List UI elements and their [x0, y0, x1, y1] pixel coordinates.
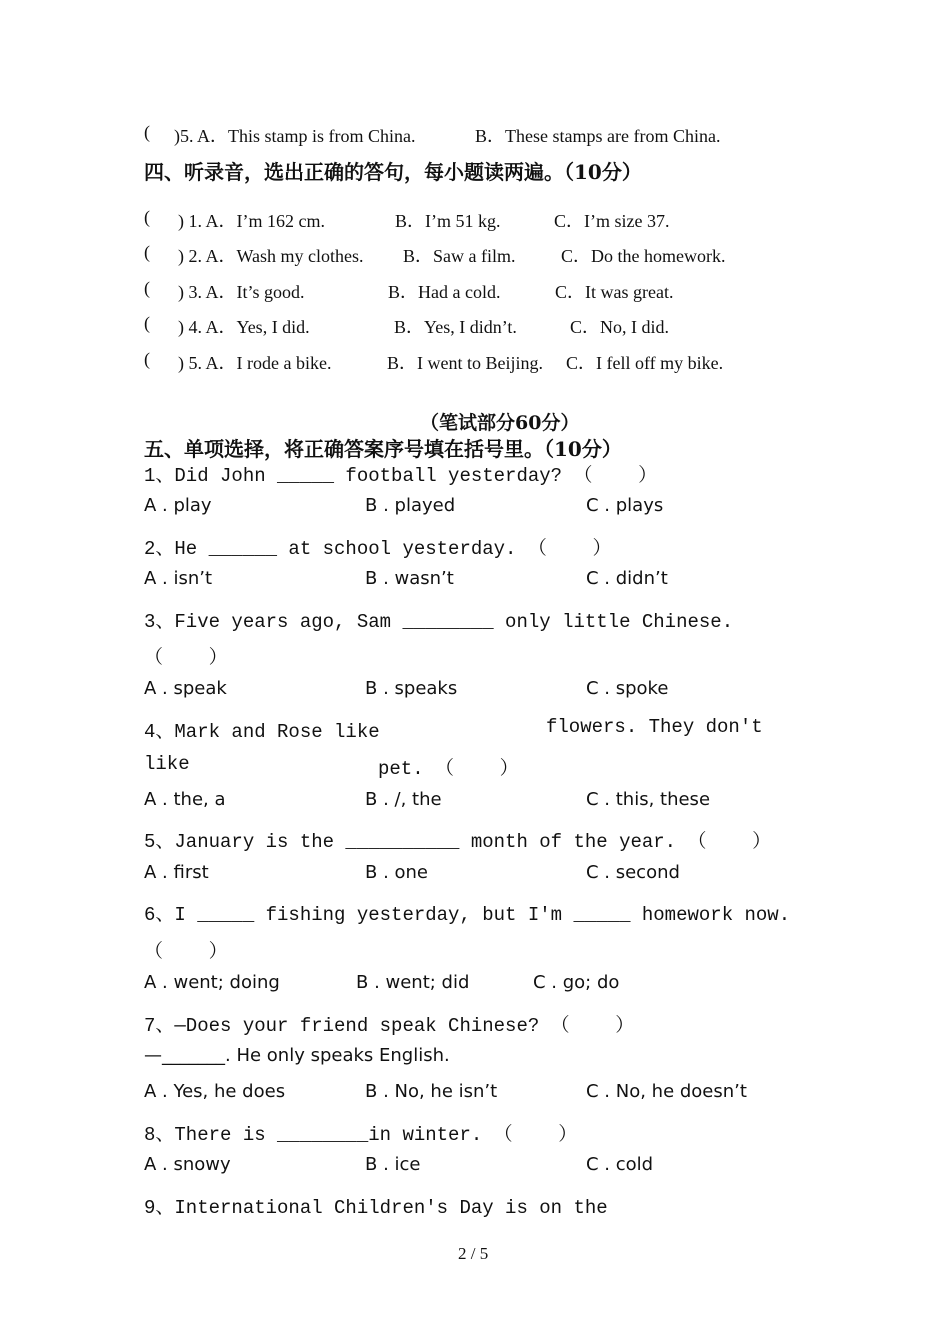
- s5-q4-option-a: A . the, a: [144, 789, 226, 810]
- s4-q5-paren: (: [144, 349, 150, 369]
- s5-q4-text-part4: pet. （ ）: [378, 758, 519, 780]
- s4-q5-option-a: ) 5. A．I rode a bike.: [178, 353, 332, 373]
- s5-q6-option-a: A . went; doing: [144, 972, 280, 993]
- s4-q5-option-c: C．I fell off my bike.: [566, 353, 724, 373]
- s5-q2-option-c: C . didn’t: [586, 568, 668, 589]
- s4-q4-paren: (: [144, 313, 150, 333]
- q-top-option-b: B．These stamps are from China.: [475, 126, 721, 146]
- s4-q3-option-b: B．Had a cold.: [388, 282, 501, 302]
- s5-q6-answer-blank: （ ）: [144, 941, 228, 963]
- s5-q7-option-b: B . No, he isn’t: [365, 1081, 498, 1102]
- s5-q7-text: 7、—Does your friend speak Chinese? （ ）: [144, 1015, 635, 1037]
- section5-title: 五、单项选择，将正确答案序号填在括号里。（10分）: [144, 437, 622, 461]
- s5-q3-text: 3、Five years ago, Sam ________ only little Chinese.: [144, 611, 734, 633]
- s5-q3-option-b: B . speaks: [365, 678, 458, 699]
- s5-q4-option-c: C . this, these: [586, 789, 711, 810]
- s4-q1-paren: (: [144, 207, 150, 227]
- s5-q2-option-a: A . isn’t: [144, 568, 213, 589]
- s5-q5-option-c: C . second: [586, 862, 680, 883]
- s5-q3-answer-blank: （ ）: [144, 647, 228, 669]
- s5-q4-text-part2: flowers. They don't: [546, 716, 763, 738]
- s4-q2-paren: (: [144, 242, 150, 262]
- s4-q4-option-c: C．No, I did.: [570, 317, 669, 337]
- s4-q3-option-c: C．It was great.: [555, 282, 674, 302]
- s4-q1-option-c: C．I’m size 37.: [554, 211, 670, 231]
- s5-q2-option-b: B . wasn’t: [365, 568, 454, 589]
- s5-q9-text: 9、International Children's Day is on the: [144, 1197, 608, 1219]
- s5-q4-text-part3: like: [144, 753, 190, 775]
- s5-q5-option-b: B . one: [365, 862, 429, 883]
- s4-q3-option-a: ) 3. A．It’s good.: [178, 282, 305, 302]
- s4-q5-option-b: B．I went to Beijing.: [387, 353, 543, 373]
- s5-q5-text: 5、January is the __________ month of the year. （ ）: [144, 831, 772, 853]
- section4-title: 四、听录音，选出正确的答句，每小题读两遍。（10分）: [144, 160, 642, 184]
- s4-q4-option-a: ) 4. A．Yes, I did.: [178, 317, 310, 337]
- s5-q6-option-b: B . went; did: [356, 972, 470, 993]
- s4-q4-option-b: B．Yes, I didn’t.: [394, 317, 517, 337]
- s5-q1-option-b: B . played: [365, 495, 456, 516]
- s5-q4-option-b: B . /, the: [365, 789, 442, 810]
- s5-q2-text: 2、He ______ at school yesterday. （ ）: [144, 538, 612, 560]
- s4-q3-paren: (: [144, 278, 150, 298]
- s5-q6-text: 6、I _____ fishing yesterday, but I'm _____ homework now.: [144, 904, 791, 926]
- q-top-paren: (: [144, 122, 150, 142]
- s4-q2-option-a: ) 2. A．Wash my clothes.: [178, 246, 364, 266]
- s5-q8-option-b: B . ice: [365, 1154, 421, 1175]
- s5-q7-option-c: C . No, he doesn’t: [586, 1081, 747, 1102]
- written-part-heading: （笔试部分60分）: [420, 412, 580, 434]
- s5-q3-option-a: A . speak: [144, 678, 227, 699]
- s5-q8-text: 8、There is ________in winter. （ ）: [144, 1124, 578, 1146]
- s5-q3-option-c: C . spoke: [586, 678, 669, 699]
- s5-q6-option-c: C . go; do: [533, 972, 620, 993]
- s5-q1-option-c: C . plays: [586, 495, 664, 516]
- page-number: 2 / 5: [458, 1244, 489, 1263]
- s5-q4-text-part1: 4、Mark and Rose like: [144, 721, 380, 743]
- s4-q2-option-c: C．Do the homework.: [561, 246, 726, 266]
- s4-q2-option-b: B．Saw a film.: [403, 246, 516, 266]
- s5-q1-option-a: A . play: [144, 495, 212, 516]
- s5-q8-option-a: A . snowy: [144, 1154, 231, 1175]
- s5-q1-text: 1、Did John _____ football yesterday? （ ）: [144, 465, 658, 487]
- s5-q8-option-c: C . cold: [586, 1154, 654, 1175]
- s5-q7-response-line: —_______. He only speaks English.: [144, 1045, 450, 1066]
- s4-q1-option-b: B．I’m 51 kg.: [395, 211, 501, 231]
- s4-q1-option-a: ) 1. A．I’m 162 cm.: [178, 211, 325, 231]
- s5-q5-option-a: A . first: [144, 862, 209, 883]
- s5-q7-option-a: A . Yes, he does: [144, 1081, 286, 1102]
- q-top-option-a: )5. A．This stamp is from China.: [174, 126, 416, 146]
